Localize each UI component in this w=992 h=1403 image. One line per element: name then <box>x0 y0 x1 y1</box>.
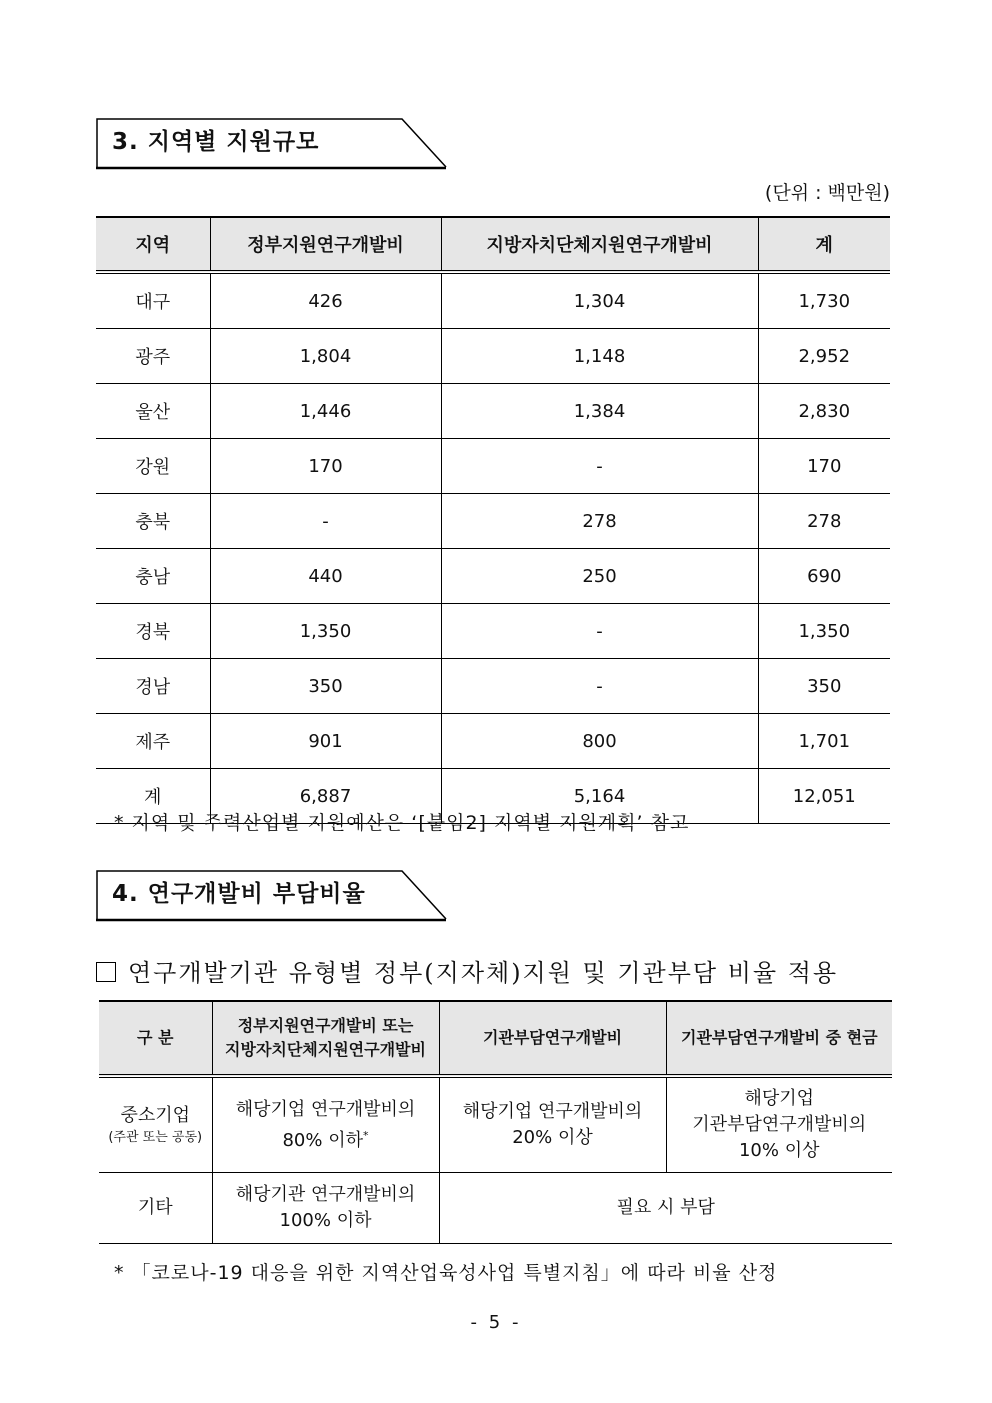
cell-local: 1,304 <box>441 272 758 329</box>
header-category: 구 분 <box>99 1001 212 1076</box>
cell-local: 250 <box>441 549 758 604</box>
gov-share-line2: 80% 이하 <box>282 1129 363 1151</box>
header-institution-cash: 기관부담연구개발비 중 현금 <box>666 1001 892 1076</box>
cell-gov: - <box>210 494 441 549</box>
table-row <box>96 272 890 329</box>
header-gov-rnd: 정부지원연구개발비 <box>210 217 441 272</box>
cell-institution-share <box>439 1076 666 1173</box>
checkbox-icon <box>96 962 116 982</box>
cell-total: 1,701 <box>758 714 890 769</box>
cell-total: 1,730 <box>758 272 890 329</box>
cell-gov: 440 <box>210 549 441 604</box>
regional-budget-table <box>96 216 890 824</box>
bullet-item <box>96 953 838 988</box>
footnote-mark: * <box>363 1128 369 1142</box>
cell-gov: 1,446 <box>210 384 441 439</box>
table-header-row <box>96 217 890 272</box>
header-gov-line2: 지방자치단체지원연구개발비 <box>225 1040 426 1059</box>
table-row <box>96 604 890 659</box>
cell-local: 278 <box>441 494 758 549</box>
table-row <box>96 494 890 549</box>
category-label: 중소기업 <box>120 1105 191 1126</box>
cell-local: - <box>441 439 758 494</box>
cell-institution-cash <box>666 1076 892 1173</box>
category-sublabel: (주관 또는 공동) <box>108 1130 203 1145</box>
cash-line1: 해당기업 <box>744 1088 815 1109</box>
section-4-heading <box>96 870 448 922</box>
header-gov-line1: 정부지원연구개발비 또는 <box>237 1016 414 1035</box>
cell-region: 울산 <box>96 384 210 439</box>
table-row <box>99 1076 892 1173</box>
cell-total: 170 <box>758 439 890 494</box>
section-3-title: 3. 지역별 지원규모 <box>112 129 320 155</box>
cell-region: 경북 <box>96 604 210 659</box>
cell-total: 690 <box>758 549 890 604</box>
cell-gov: 1,804 <box>210 329 441 384</box>
table2-footnote: * 「코로나-19 대응을 위한 지역산업육성사업 특별지침」에 따라 비율 산정 <box>114 1262 778 1284</box>
cell-region: 제주 <box>96 714 210 769</box>
cell-local: 1,148 <box>441 329 758 384</box>
cell-region: 광주 <box>96 329 210 384</box>
inst-share-line2: 20% 이상 <box>512 1127 593 1148</box>
cell-gov: 901 <box>210 714 441 769</box>
cell-gov: 426 <box>210 272 441 329</box>
inst-share-line1: 해당기업 연구개발비의 <box>462 1101 643 1122</box>
page-number: - 5 - <box>470 1312 522 1333</box>
header-local-rnd: 지방자치단체지원연구개발비 <box>441 217 758 272</box>
cell-region: 계 <box>96 769 210 824</box>
cell-gov: 350 <box>210 659 441 714</box>
cell-gov-share <box>212 1173 439 1244</box>
table-header-row <box>99 1001 892 1076</box>
cash-line3: 10% 이상 <box>738 1140 820 1161</box>
cell-region: 대구 <box>96 272 210 329</box>
table-row <box>96 549 890 604</box>
gov-share-line1: 해당기관 연구개발비의 <box>235 1184 416 1205</box>
cell-merged-share: 필요 시 부담 <box>439 1173 892 1244</box>
table-row <box>96 659 890 714</box>
cell-gov: 170 <box>210 439 441 494</box>
section-4-title: 4. 연구개발비 부담비율 <box>112 881 366 907</box>
cell-gov-share <box>212 1076 439 1173</box>
cell-gov: 1,350 <box>210 604 441 659</box>
cell-region: 충남 <box>96 549 210 604</box>
header-region: 지역 <box>96 217 210 272</box>
header-institution-share: 기관부담연구개발비 <box>439 1001 666 1076</box>
cash-line2: 기관부담연구개발비의 <box>692 1114 867 1135</box>
section-3-heading <box>96 118 448 170</box>
cell-category: 기타 <box>99 1173 212 1244</box>
cell-region: 충북 <box>96 494 210 549</box>
cell-total: 1,350 <box>758 604 890 659</box>
gov-share-line2: 100% 이하 <box>279 1210 372 1231</box>
cell-local: 5,164 <box>441 769 758 824</box>
bullet-text: 연구개발기관 유형별 정부(지자체)지원 및 기관부담 비율 적용 <box>128 959 839 987</box>
table-row <box>99 1173 892 1244</box>
table1-footnote: * 지역 및 주력산업별 지원예산은 ‘[붙임2] 지역별 지원계획’ 참고 <box>114 812 690 834</box>
cell-total: 2,830 <box>758 384 890 439</box>
gov-share-line1: 해당기업 연구개발비의 <box>235 1098 416 1120</box>
cell-local: - <box>441 659 758 714</box>
header-total: 계 <box>758 217 890 272</box>
table-row <box>96 384 890 439</box>
cell-total: 278 <box>758 494 890 549</box>
cell-gov: 6,887 <box>210 769 441 824</box>
cell-category <box>99 1076 212 1173</box>
table-row <box>96 714 890 769</box>
cell-region: 강원 <box>96 439 210 494</box>
cell-local: 800 <box>441 714 758 769</box>
table-row <box>96 329 890 384</box>
unit-label: (단위 : 백만원) <box>764 182 890 204</box>
cell-total: 350 <box>758 659 890 714</box>
cell-local: - <box>441 604 758 659</box>
cell-local: 1,384 <box>441 384 758 439</box>
header-gov-or-local <box>212 1001 439 1076</box>
table-row <box>96 439 890 494</box>
cell-total: 2,952 <box>758 329 890 384</box>
cost-share-table <box>99 1000 892 1244</box>
cell-region: 경남 <box>96 659 210 714</box>
cell-total: 12,051 <box>758 769 890 824</box>
